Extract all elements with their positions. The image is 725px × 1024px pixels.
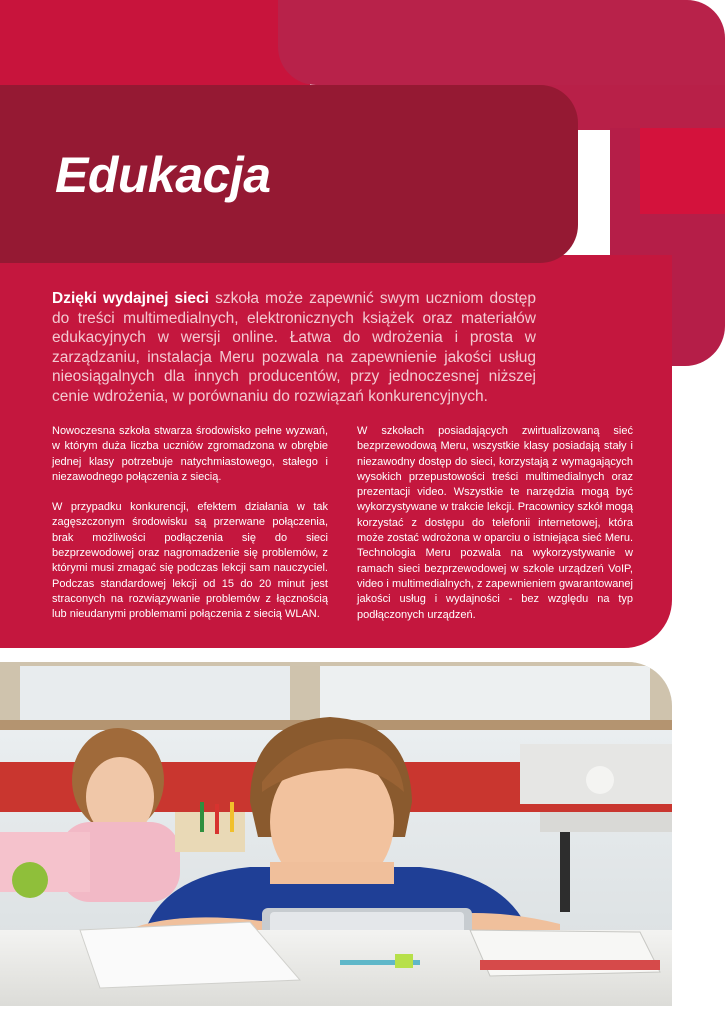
left-column	[52, 424, 328, 638]
intro-text: szkoła może zapewnić swym uczniom dostęp do treści multimedialnych, elektronicznych książek oraz materiałów edukacyjnych w wersji online. Łatwa do wdrożenia i prosta w zarządzaniu, instalacja Meru pozwala na zapewnienie jakości usług nieosiągalnych dla innych producentów, przy jednoczesnej niższej cenie wdrożenia, w porównaniu do rozwiązań konkurencyjnych.	[52, 290, 537, 405]
left-paragraph-1: Nowoczesna szkoła stwarza środowisko pełne wyzwań, w którym duża liczba uczniów zgromadzona w obrębie jednej klasy potrzebuje natychmiastowego, stałego i niezawodnego połączenia z siecią.	[52, 425, 328, 483]
classroom-photo	[0, 662, 672, 1006]
right-column	[357, 424, 633, 638]
decorative-block-top-left	[0, 0, 310, 90]
page-title: Edukacja	[55, 147, 271, 203]
decorative-square-right	[640, 128, 725, 214]
left-paragraph-2: W przypadku konkurencji, efektem działania w tak zagęszczonym środowisku są przerwane połączenia, brak możliwości podłączenia się do sieci bezprzewodowej oraz nagromadzenie się problemów, z którymi musi zmagać się podczas lekcji sam nauczyciel. Podczas standardowej lekcji od 15 do 20 minut jest straconych na rozwiązywanie problemów z łącznością lub nieudanymi problemami połączenia z siecią WLAN.	[52, 501, 328, 621]
decorative-block-top-right	[278, 0, 725, 85]
intro-paragraph	[52, 289, 536, 407]
right-paragraph-1: W szkołach posiadających zwirtualizowaną sieć bezprzewodową Meru, wszystkie klasy posiadają stały i niezawodny dostęp do sieci, korzystają z wymagających wysokich przepustowości treści multimedialnych oraz prezentacji video. Wszystkie te narzędzia mogą być wykorzystywane w trakcie lekcji. Pracownicy szkół mogą korzystać z dostępu do telefonii internetowej, która może zostać wdrożona w oparciu o istniejąca sieć Meru. Technologia Meru pozwala na wykorzystywanie w ramach sieci bezprzewodowej w szkole urządzeń VoIP, video i multimedialnych, z zapewnieniem gwarantowanej jakości usług i wydajności - bez względu na typ podłączonych urządzeń.	[357, 425, 633, 621]
intro-lead: Dzięki wydajnej sieci	[52, 290, 209, 307]
